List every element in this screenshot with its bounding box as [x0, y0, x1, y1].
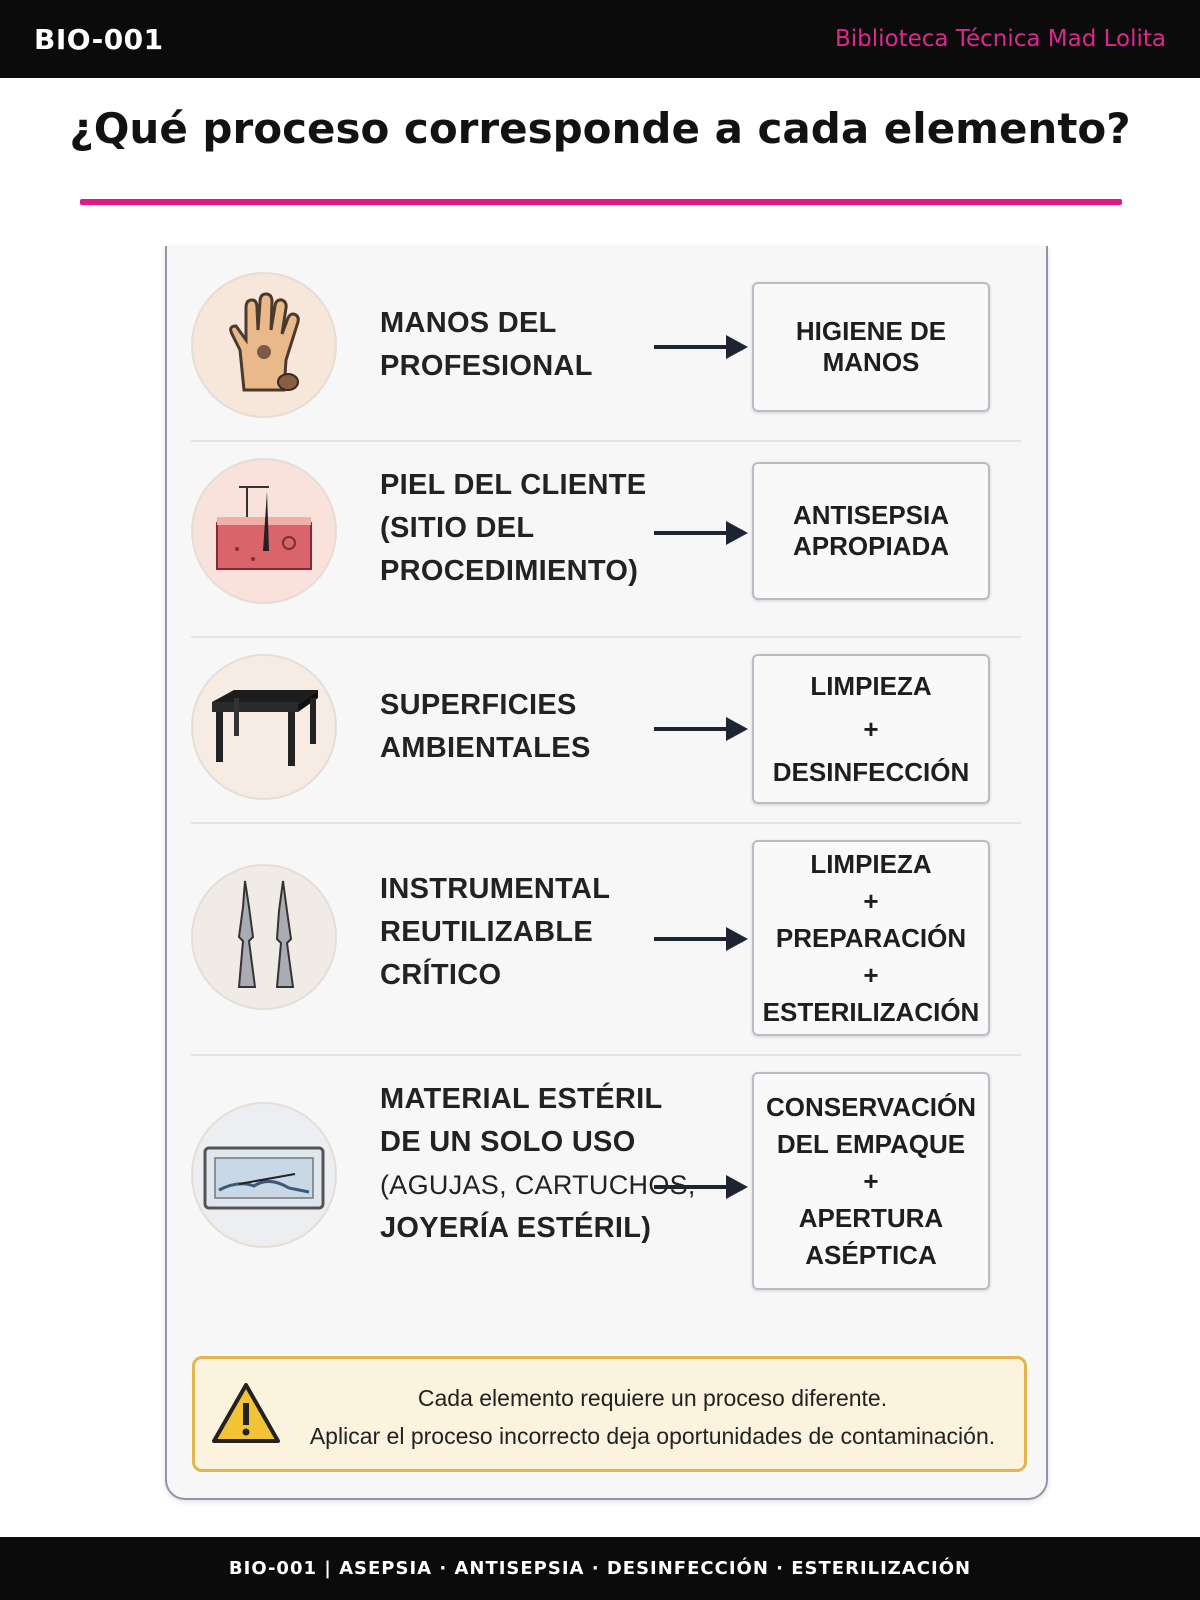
process-row: [167, 458, 1050, 618]
arrow-right-icon: [652, 924, 752, 954]
warning-text: Cada elemento requiere un proceso diferente. Aplicar el proceso incorrecto deja oportunidades de contaminación.: [309, 1385, 996, 1449]
footer-bar: BIO-001 | ASEPSIA · ANTISEPSIA · DESINFECCIÓN · ESTERILIZACIÓN: [0, 1537, 1200, 1600]
page-title: ¿Qué proceso corresponde a cada elemento?: [69, 104, 1131, 153]
process-row: [167, 840, 1050, 1036]
table-icon: [191, 654, 337, 800]
title-divider: [80, 199, 1122, 205]
row-divider: [191, 822, 1021, 824]
row-divider: [191, 1054, 1021, 1056]
row-divider: [191, 636, 1021, 638]
process-box: ANTISEPSIA APROPIADA: [752, 462, 990, 600]
row-item-text: SUPERFICIES AMBIENTALES: [380, 689, 591, 764]
row-item-text: MATERIAL ESTÉRIL DE UN SOLO USO (AGUJAS, CARTUCHOS, JOYERÍA ESTÉRIL): [380, 1083, 696, 1244]
row-divider: [191, 440, 1021, 442]
row-item-text: INSTRUMENTAL REUTILIZABLE CRÍTICO: [380, 873, 611, 991]
document-code: BIO-001: [34, 22, 164, 56]
skin-icon: [191, 458, 337, 604]
top-bar: [0, 0, 1200, 78]
process-box: HIGIENE DE MANOS: [752, 282, 990, 412]
hand-icon: [191, 272, 337, 418]
arrow-right-icon: [652, 518, 752, 548]
arrow-right-icon: [652, 332, 752, 362]
arrow-right-icon: [652, 1172, 752, 1202]
row-item-text: MANOS DEL PROFESIONAL: [380, 307, 593, 382]
arrow-right-icon: [652, 714, 752, 744]
row-item-text: PIEL DEL CLIENTE (SITIO DEL PROCEDIMIENTO): [380, 469, 647, 587]
process-row: [167, 272, 1050, 422]
process-row: [167, 654, 1050, 804]
process-row: [167, 1072, 1050, 1290]
warning-banner: [192, 1356, 1027, 1472]
instruments-icon: [191, 864, 337, 1010]
sterile-package-icon: [191, 1102, 337, 1248]
process-box: LIMPIEZA + DESINFECCIÓN: [752, 654, 990, 804]
process-box: CONSERVACIÓN DEL EMPAQUE + APERTURA ASÉPTICA: [752, 1072, 990, 1290]
process-box: LIMPIEZA + PREPARACIÓN + ESTERILIZACIÓN: [752, 840, 990, 1036]
library-name: Biblioteca Técnica Mad Lolita: [834, 26, 1166, 52]
infographic-card: [165, 246, 1048, 1500]
warning-icon: [211, 1381, 281, 1445]
